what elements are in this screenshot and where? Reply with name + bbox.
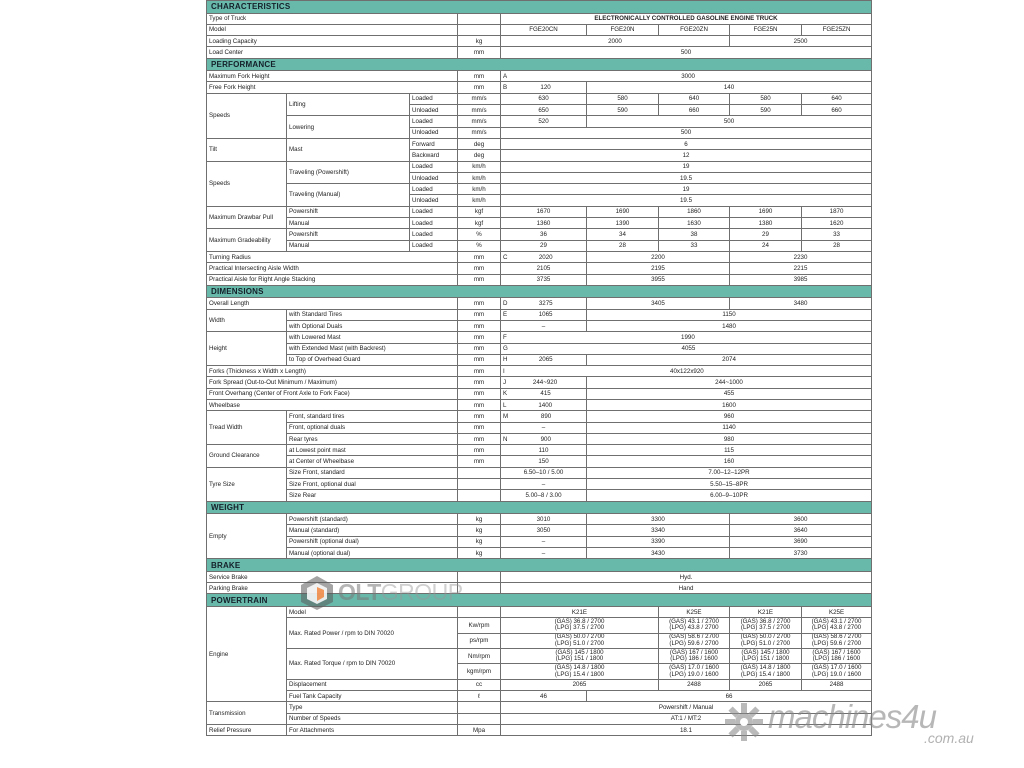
table-row: Size Front, optional dual – 5.50–15–8PR — [207, 479, 872, 490]
section-dimensions — [207, 285, 872, 298]
table-row: Maximum Drawbar Pull Powershift Loaded kgf 1670 1690 1860 1690 1870 — [207, 206, 872, 217]
table-row: Engine Model K21E K25E K21E K25E — [207, 606, 872, 617]
section-characteristics — [207, 1, 872, 14]
table-row: Speeds Traveling (Powershift) Loaded km/h 19 — [207, 161, 872, 172]
table-row: Lowering Loaded mm/s 520 500 — [207, 116, 872, 127]
table-row: Max. Rated Power / rpm to DIN 70020 Kw/rpm (GAS) 36.8 / 2700 (LPG) 37.5 / 2700 (GAS) 43.1 / 2700 (LPG) 43.8 / 2700 (GAS) 36.8 / 2700 (LPG) 37.5 / 2700 (GAS) 43.1 / 2700 (LPG) 43.8 / 2700 — [207, 618, 872, 633]
table-row: at Center of Wheelbase mm 150 160 — [207, 456, 872, 467]
section-brake — [207, 559, 872, 572]
section-title: WEIGHT — [207, 501, 872, 514]
table-row: Forks (Thickness x Width x Length) mm I 40x122x920 — [207, 366, 872, 377]
table-row: Ground Clearance at Lowest point mast mm 110 115 — [207, 445, 872, 456]
table-row: Backward deg 12 — [207, 150, 872, 161]
table-row: Width with Standard Tires mm E 1065 1150 — [207, 309, 872, 320]
table-row: Height with Lowered Mast mm F 1990 — [207, 332, 872, 343]
table-row: Unloaded km/h 19.5 — [207, 172, 872, 183]
section-title: DIMENSIONS — [207, 285, 872, 298]
table-row: Type of Truck ELECTRONICALLY CONTROLLED GASOLINE ENGINE TRUCK — [207, 13, 872, 24]
table-row: Free Fork Height mm B 120 140 — [207, 82, 872, 93]
table-row: Powershift (optional dual) kg – 3390 3690 — [207, 536, 872, 547]
table-row: Front, optional duals mm – 1140 — [207, 422, 872, 433]
table-row: Practical Aisle for Right Angle Stacking mm 3735 3955 3985 — [207, 274, 872, 285]
table-row: Manual Loaded kgf 1360 1390 1630 1380 1620 — [207, 218, 872, 229]
table-row: with Extended Mast (with Backrest) mm G 4055 — [207, 343, 872, 354]
table-row: Tread Width Front, standard tires mm M 890 960 — [207, 411, 872, 422]
table-row: Tilt Mast Forward deg 6 — [207, 138, 872, 149]
table-row: Unloaded km/h 19.5 — [207, 195, 872, 206]
table-row: Loading Capacity kg 2000 2500 — [207, 36, 872, 47]
section-title: CHARACTERISTICS — [207, 1, 872, 14]
machines4u-logo: machines4u .com.au — [724, 700, 994, 744]
table-row: Parking Brake Hand — [207, 583, 872, 594]
table-row: ps/rpm (GAS) 50.0 / 2700 (LPG) 51.0 / 2700 (GAS) 58.6 / 2700 (LPG) 59.6 / 2700 (GAS) 50.0 / 2700 (LPG) 51.0 / 2700 (GAS) 58.6 / 2700 (LPG) 59.6 / 2700 — [207, 633, 872, 648]
table-row: Unloaded mm/s 650 590 660 590 660 — [207, 105, 872, 116]
table-row: Traveling (Manual) Loaded km/h 19 — [207, 184, 872, 195]
section-performance — [207, 58, 872, 71]
table-row: Manual (standard) kg 3050 3340 3640 — [207, 525, 872, 536]
table-row: Rear tyres mm N 900 980 — [207, 433, 872, 444]
section-title: BRAKE — [207, 559, 872, 572]
olt-group-logo: OLTGROUP — [298, 575, 468, 611]
table-row: Manual (optional dual) kg – 3430 3730 — [207, 548, 872, 559]
gear-icon — [724, 702, 764, 742]
table-row: Empty Powershift (standard) kg 3010 3300 3600 — [207, 514, 872, 525]
table-row: Manual Loaded % 29 28 33 24 28 — [207, 240, 872, 251]
table-row: Tyre Size Size Front, standard 6.50–10 / 5.00 7.00–12–12PR — [207, 467, 872, 478]
spec-sheet — [206, 0, 862, 736]
table-row: Transmission Type Powershift / Manual — [207, 702, 872, 713]
table-row: Size Rear 5.00–8 / 3.00 6.00–9–10PR — [207, 490, 872, 501]
table-row: Number of Speeds AT:1 / MT:2 — [207, 713, 872, 724]
table-row: Fork Spread (Out-to-Out Minimum / Maximum) mm J 244~920 244~1000 — [207, 377, 872, 388]
table-row: Service Brake Hyd. — [207, 571, 872, 582]
table-row: Maximum Gradeability Powershift Loaded % 36 34 38 29 33 — [207, 229, 872, 240]
table-row: Overall Length mm D 3275 3405 3480 — [207, 298, 872, 309]
table-row: to Top of Overhead Guard mm H 2065 2074 — [207, 354, 872, 365]
table-row: Turning Radius mm C 2020 2200 2230 — [207, 251, 872, 262]
section-title: PERFORMANCE — [207, 58, 872, 71]
olt-emblem-icon — [298, 575, 336, 611]
table-row: with Optional Duals mm – 1480 — [207, 320, 872, 331]
table-row: Unloaded mm/s 500 — [207, 127, 872, 138]
table-row: Model FGE20CN FGE20N FGE20ZN FGE25N FGE25ZN — [207, 24, 872, 35]
table-row: Load Center mm 500 — [207, 47, 872, 58]
table-row: Front Overhang (Center of Front Axle to Fork Face) mm K 415 455 — [207, 388, 872, 399]
section-title: POWERTRAIN — [207, 594, 872, 607]
table-row: Speeds Lifting Loaded mm/s 630 580 640 580 640 — [207, 93, 872, 104]
table-row: Displacement cc 2065 2488 2065 2488 — [207, 679, 872, 690]
section-weight — [207, 501, 872, 514]
table-row: Fuel Tank Capacity ℓ 46 66 — [207, 691, 872, 702]
spec-table — [206, 0, 872, 736]
table-row: Max. Rated Torque / rpm to DIN 70020 Nm/rpm (GAS) 145 / 1800 (LPG) 151 / 1800 (GAS) 167 / 1600 (LPG) 186 / 1600 (GAS) 145 / 1800 (LPG) 151 / 1800 (GAS) 167 / 1600 (LPG) 186 / 1600 — [207, 649, 872, 664]
table-row: kgm/rpm (GAS) 14.8 / 1800 (LPG) 15.4 / 1800 (GAS) 17.0 / 1600 (LPG) 19.0 / 1600 (GAS) 14.8 / 1800 (LPG) 15.4 / 1800 (GAS) 17.0 / 1600 (LPG) 19.0 / 1600 — [207, 664, 872, 679]
table-row: Relief Pressure For Attachments Mpa 18.1 — [207, 725, 872, 736]
table-row: Wheelbase mm L 1400 1600 — [207, 400, 872, 411]
table-row: Maximum Fork Height mm A 3000 — [207, 71, 872, 82]
table-row: Practical Intersecting Aisle Width mm 2105 2195 2215 — [207, 263, 872, 274]
